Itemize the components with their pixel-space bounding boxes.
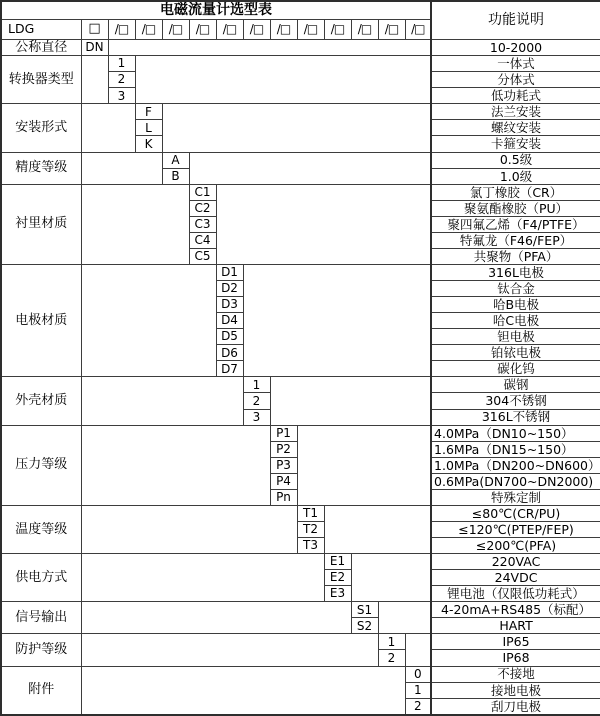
left-gap-cell (81, 666, 405, 715)
code-cell: 2 (243, 393, 270, 409)
category-label: 压力等级 (1, 425, 81, 505)
table-row (1, 666, 600, 682)
function-desc-cell: 卡箍安装 (431, 136, 600, 152)
function-desc-cell: 法兰安装 (431, 104, 600, 120)
left-gap-cell (81, 152, 162, 184)
model-box-cell: □ (81, 19, 108, 39)
function-desc-cell: 1.0级 (431, 168, 600, 184)
code-cell: T2 (297, 521, 324, 537)
model-slot-cell: /□ (351, 19, 378, 39)
code-cell: 3 (243, 409, 270, 425)
code-cell: 0 (405, 666, 431, 682)
left-gap-cell (81, 634, 378, 666)
right-gap-cell (189, 152, 431, 184)
function-desc-cell: 4-20mA+RS485（标配） (431, 602, 600, 618)
function-desc-cell: 304不锈钢 (431, 393, 600, 409)
right-gap-cell (351, 554, 431, 602)
category-label: 附件 (1, 666, 81, 715)
code-cell: E2 (324, 570, 351, 586)
code-cell: D6 (216, 345, 243, 361)
page-title: 电磁流量计选型表 (1, 1, 431, 19)
function-desc-cell: 0.5级 (431, 152, 600, 168)
function-desc-cell: 碳化钨 (431, 361, 600, 377)
category-label: 温度等级 (1, 505, 81, 553)
code-cell: 1 (108, 56, 135, 72)
function-desc-cell: 氯丁橡胶（CR） (431, 184, 600, 200)
function-desc-cell: 钛合金 (431, 281, 600, 297)
table-row (1, 634, 600, 650)
category-label: 电极材质 (1, 264, 81, 376)
table-row (1, 602, 600, 618)
model-slot-cell: /□ (135, 19, 162, 39)
code-cell: D1 (216, 264, 243, 280)
code-cell: F (135, 104, 162, 120)
code-cell: S2 (351, 618, 378, 634)
category-label: 精度等级 (1, 152, 81, 184)
right-gap-cell (297, 425, 431, 505)
category-label: 转换器类型 (1, 56, 81, 104)
table-row (1, 554, 600, 570)
table-row (1, 56, 600, 72)
right-gap-cell (108, 39, 431, 56)
category-label: 防护等级 (1, 634, 81, 666)
function-desc-cell: 特殊定制 (431, 489, 600, 505)
code-cell: C4 (189, 232, 216, 248)
code-cell: L (135, 120, 162, 136)
code-cell: P4 (270, 473, 297, 489)
left-gap-cell (81, 56, 108, 104)
model-slot-cell: /□ (108, 19, 135, 39)
model-slot-cell: /□ (216, 19, 243, 39)
code-cell: A (162, 152, 189, 168)
function-desc-cell: 刮刀电极 (431, 698, 600, 715)
code-cell: D3 (216, 297, 243, 313)
code-cell: D5 (216, 329, 243, 345)
code-cell: Pn (270, 489, 297, 505)
function-desc-cell: 4.0MPa（DN10~150） (431, 425, 600, 441)
code-cell: P1 (270, 425, 297, 441)
right-gap-cell (162, 104, 431, 152)
function-desc-cell: ≤200℃(PFA) (431, 538, 600, 554)
function-desc-cell: 哈C电极 (431, 313, 600, 329)
function-desc-cell: ≤120℃(PTEP/FEP) (431, 521, 600, 537)
code-cell: 3 (108, 88, 135, 104)
function-desc-cell: 24VDC (431, 570, 600, 586)
code-cell: E1 (324, 554, 351, 570)
left-gap-cell (81, 425, 270, 505)
model-slot-cell: /□ (189, 19, 216, 39)
code-cell: B (162, 168, 189, 184)
right-gap-cell (405, 634, 431, 666)
left-gap-cell (81, 264, 216, 376)
function-desc-cell: IP68 (431, 650, 600, 666)
code-cell: DN (81, 39, 108, 56)
function-desc-cell: 0.6MPa(DN700~DN2000) (431, 473, 600, 489)
model-prefix: LDG (1, 19, 81, 39)
category-label: 供电方式 (1, 554, 81, 602)
code-cell: 2 (108, 72, 135, 88)
code-cell: C3 (189, 216, 216, 232)
category-label: 信号输出 (1, 602, 81, 634)
function-desc-cell: HART (431, 618, 600, 634)
left-gap-cell (81, 554, 324, 602)
model-slot-cell: /□ (405, 19, 431, 39)
function-desc-cell: 聚四氟乙烯（F4/PTFE） (431, 216, 600, 232)
code-cell: C5 (189, 248, 216, 264)
right-gap-cell (243, 264, 431, 376)
function-desc-cell: 1.0MPa（DN200~DN600） (431, 457, 600, 473)
function-desc-cell: 铂铱电极 (431, 345, 600, 361)
table-row (1, 425, 600, 441)
code-cell: 1 (378, 634, 405, 650)
code-cell: K (135, 136, 162, 152)
code-cell: P2 (270, 441, 297, 457)
table-row (1, 505, 600, 521)
function-desc-cell: 锂电池（仅限低功耗式） (431, 586, 600, 602)
code-cell: 2 (378, 650, 405, 666)
function-desc-cell: 接地电极 (431, 682, 600, 698)
code-cell: T1 (297, 505, 324, 521)
code-cell: T3 (297, 538, 324, 554)
function-desc-cell: ≤80℃(CR/PU) (431, 505, 600, 521)
function-desc-cell: 特氟龙（F46/FEP） (431, 232, 600, 248)
left-gap-cell (81, 505, 297, 553)
model-slot-cell: /□ (162, 19, 189, 39)
model-slot-cell: /□ (297, 19, 324, 39)
left-gap-cell (81, 184, 189, 264)
function-desc-cell: 一体式 (431, 56, 600, 72)
code-cell: D2 (216, 281, 243, 297)
category-label: 外壳材质 (1, 377, 81, 425)
category-label: 安装形式 (1, 104, 81, 152)
model-slot-cell: /□ (243, 19, 270, 39)
left-gap-cell (81, 602, 351, 634)
right-gap-cell (378, 602, 431, 634)
table-row (1, 39, 600, 56)
table-row (1, 152, 600, 168)
function-desc-cell: 220VAC (431, 554, 600, 570)
left-gap-cell (81, 104, 135, 152)
function-column-header: 功能说明 (431, 1, 600, 39)
category-label: 公称直径 (1, 39, 81, 56)
function-desc-cell: 不接地 (431, 666, 600, 682)
function-desc-cell: 316L不锈钢 (431, 409, 600, 425)
table-row (1, 264, 600, 280)
table-row (1, 104, 600, 120)
function-desc-cell: 哈B电极 (431, 297, 600, 313)
model-slot-cell: /□ (324, 19, 351, 39)
function-desc-cell: 1.6MPa（DN15~150） (431, 441, 600, 457)
function-desc-cell: 10-2000 (431, 39, 600, 56)
code-cell: E3 (324, 586, 351, 602)
model-slot-cell: /□ (270, 19, 297, 39)
right-gap-cell (135, 56, 431, 104)
code-cell: D7 (216, 361, 243, 377)
category-label: 衬里材质 (1, 184, 81, 264)
right-gap-cell (216, 184, 431, 264)
table-row (1, 184, 600, 200)
function-desc-cell: 螺纹安装 (431, 120, 600, 136)
function-desc-cell: 碳钢 (431, 377, 600, 393)
code-cell: C1 (189, 184, 216, 200)
code-cell: C2 (189, 200, 216, 216)
right-gap-cell (270, 377, 431, 425)
code-cell: 2 (405, 698, 431, 715)
function-desc-cell: 钽电极 (431, 329, 600, 345)
code-cell: 1 (243, 377, 270, 393)
right-gap-cell (324, 505, 431, 553)
model-slot-cell: /□ (378, 19, 405, 39)
code-cell: D4 (216, 313, 243, 329)
code-cell: 1 (405, 682, 431, 698)
function-desc-cell: 低功耗式 (431, 88, 600, 104)
function-desc-cell: 分体式 (431, 72, 600, 88)
code-cell: S1 (351, 602, 378, 618)
function-desc-cell: IP65 (431, 634, 600, 650)
function-desc-cell: 共聚物（PFA） (431, 248, 600, 264)
left-gap-cell (81, 377, 243, 425)
code-cell: P3 (270, 457, 297, 473)
function-desc-cell: 316L电极 (431, 264, 600, 280)
title-row (1, 1, 600, 19)
function-desc-cell: 聚氨酯橡胶（PU） (431, 200, 600, 216)
table-row (1, 377, 600, 393)
